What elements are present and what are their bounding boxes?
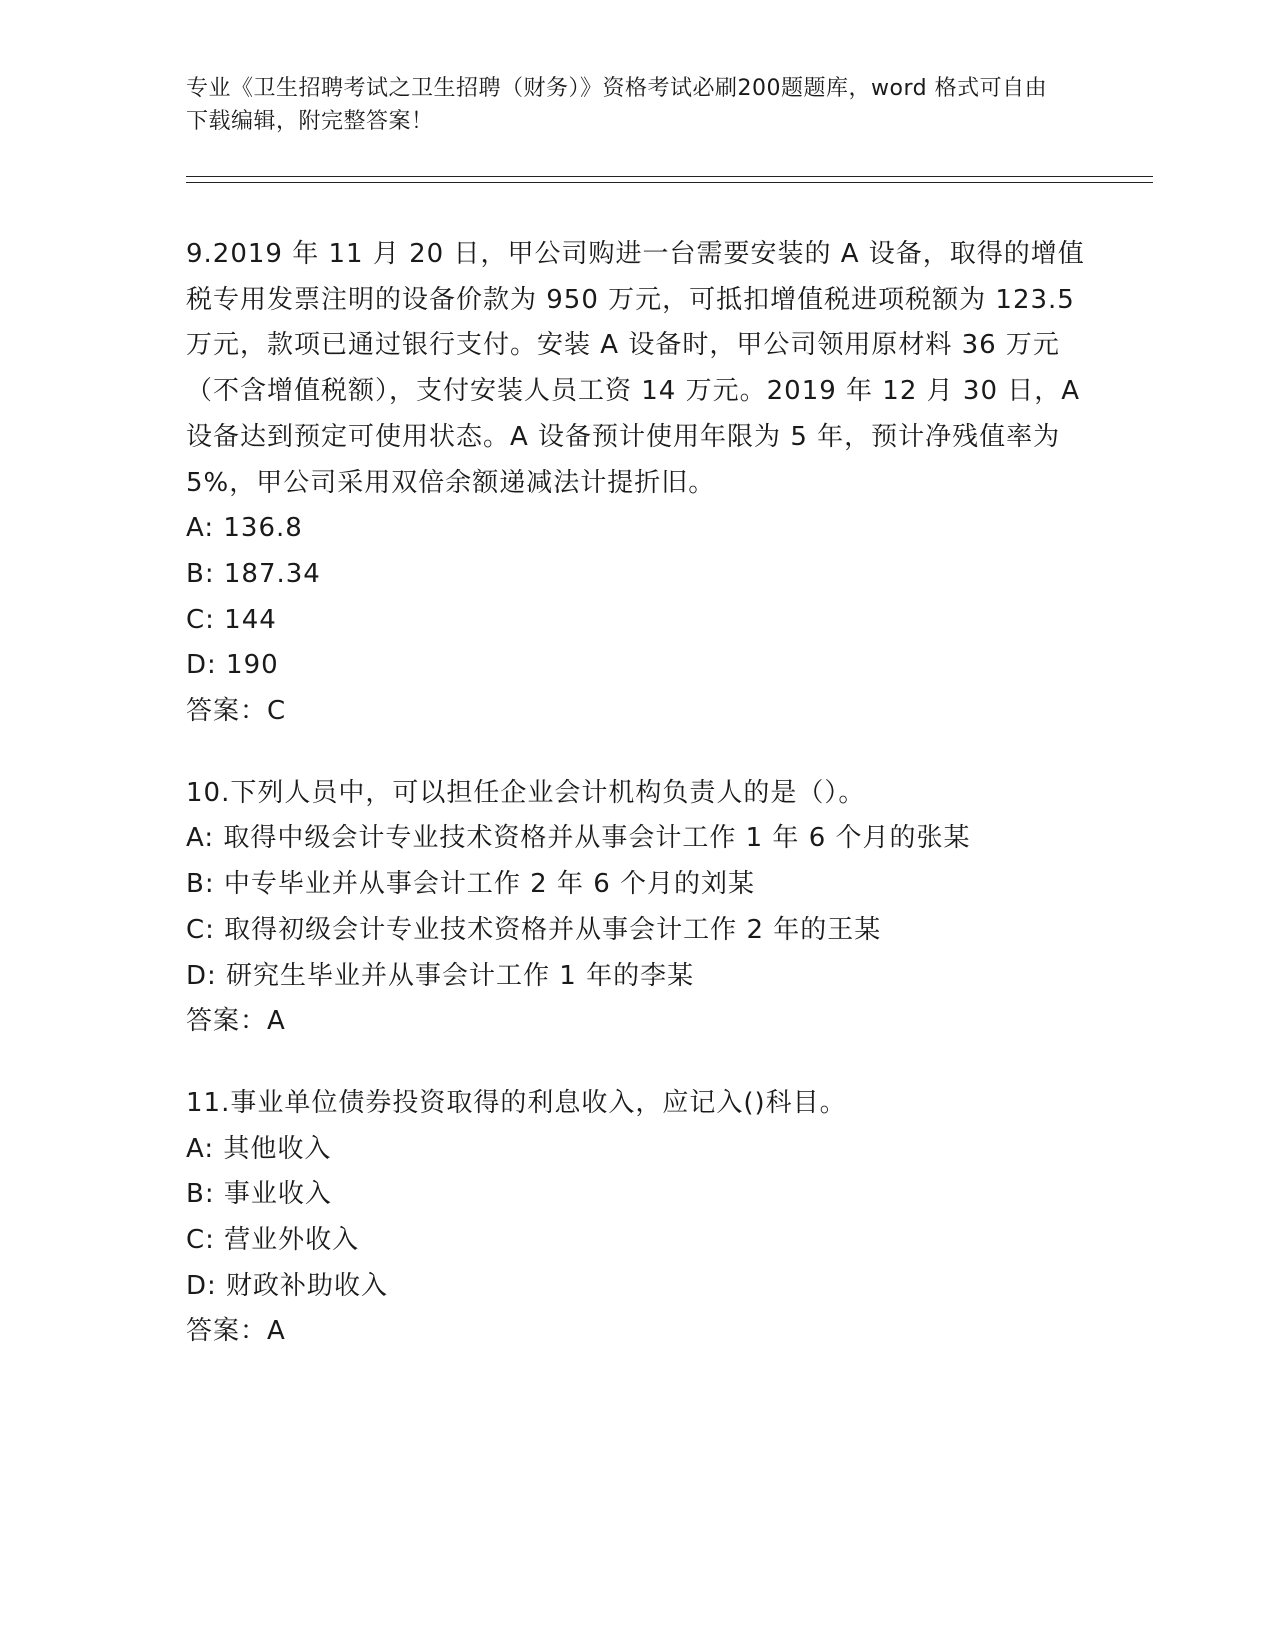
question-stem: 10.下列人员中，可以担任企业会计机构负责人的是（）。 (186, 777, 866, 808)
option-d: D: 财政补助收入 (186, 1270, 389, 1301)
option-d: D: 190 (186, 650, 279, 681)
option-a: A: 136.8 (186, 513, 303, 544)
question-10 (186, 771, 1086, 1045)
option-c: C: 取得初级会计专业技术资格并从事会计工作 2 年的王某 (186, 914, 882, 945)
option-b: B: 中专毕业并从事会计工作 2 年 6 个月的刘某 (186, 869, 756, 900)
option-b: B: 事业收入 (186, 1179, 332, 1210)
option-a: A: 其他收入 (186, 1133, 332, 1164)
option-b: B: 187.34 (186, 558, 321, 589)
header-divider-bottom (186, 182, 1153, 183)
option-d: D: 研究生毕业并从事会计工作 1 年的李某 (186, 960, 695, 991)
question-list (186, 232, 1086, 1391)
option-a: A: 取得中级会计专业技术资格并从事会计工作 1 年 6 个月的张某 (186, 823, 971, 854)
option-c: C: 营业外收入 (186, 1225, 360, 1256)
question-9 (186, 232, 1086, 735)
header-divider-top (186, 176, 1153, 177)
document-header: 专业《卫生招聘考试之卫生招聘（财务）》资格考试必刷200题题库，word 格式可自由下载编辑，附完整答案！ (186, 76, 1048, 134)
question-11 (186, 1081, 1086, 1355)
option-c: C: 144 (186, 604, 277, 635)
answer: 答案：A (186, 1316, 286, 1347)
answer: 答案：A (186, 1006, 286, 1037)
question-stem: 11.事业单位债券投资取得的利息收入，应记入()科目。 (186, 1087, 847, 1118)
question-stem: 9.2019 年 11 月 20 日，甲公司购进一台需要安装的 A 设备，取得的增值税专用发票注明的设备价款为 950 万元，可抵扣增值税进项税额为 123.5 万元，款项已通过银行支付。安装 A 设备时，甲公司领用原材料 36 万元（不含增值税额），支付安装人员工资 14 万元。2019 年 12 月 30 日，A 设备达到预定可使用状态。A 设备预计使用年限为 5 年，预计净残值率为 5%，甲公司采用双倍余额递减法计提折旧。 (186, 239, 1085, 498)
answer: 答案：C (186, 696, 287, 727)
